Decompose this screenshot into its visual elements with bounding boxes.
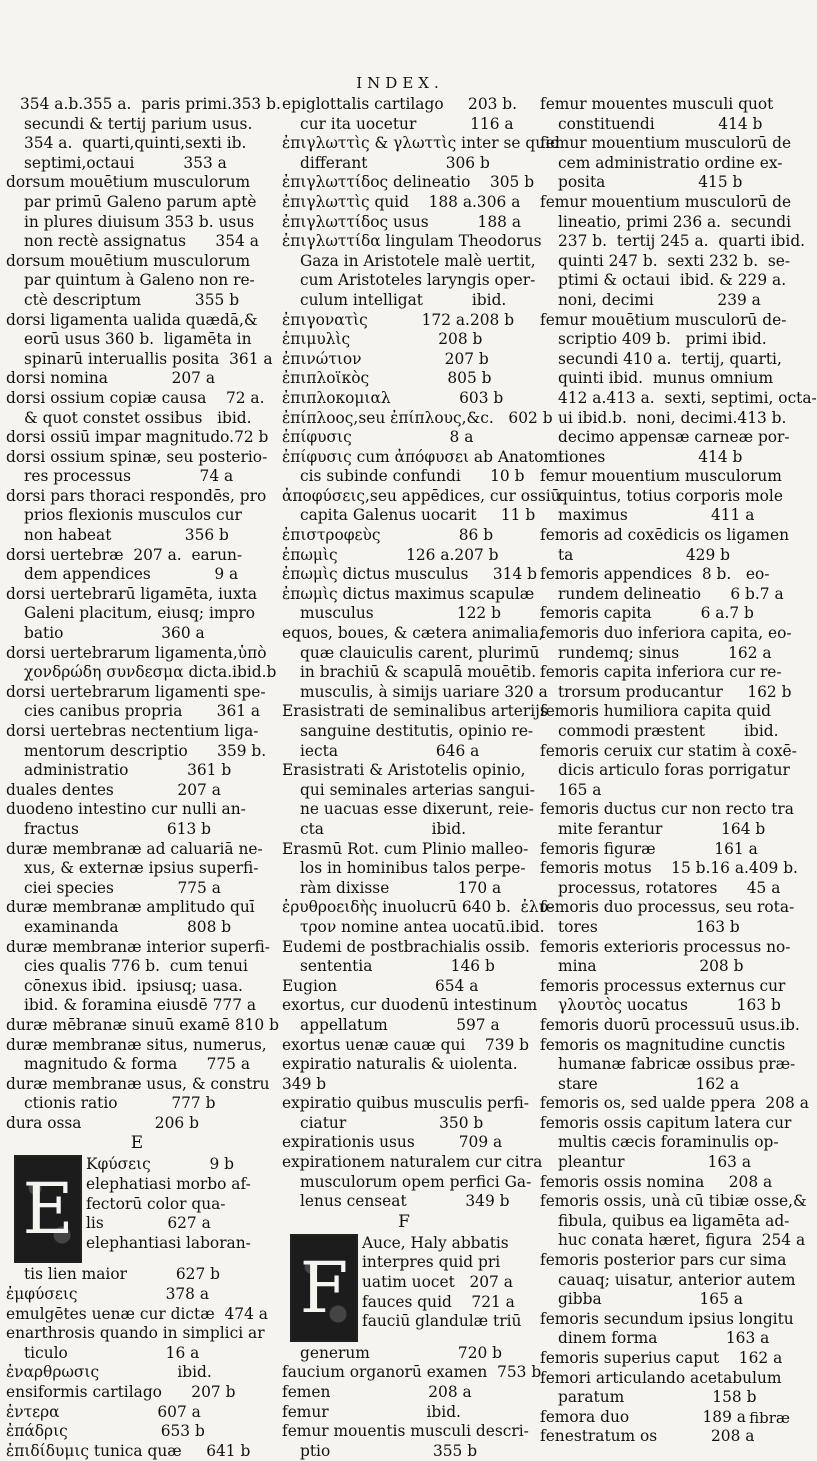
index-entry: dorsi uertebrarū ligamēta, iuxta [6, 584, 257, 603]
index-entry: ἐπιγλωττίδος usus 188 a [282, 212, 522, 231]
index-entry: quæ clauiculis carent, plurimū [300, 643, 540, 662]
index-entry: secundi 410 a. tertij, quarti, [558, 349, 782, 368]
index-entry: sententia 146 b [300, 957, 495, 976]
index-entry: rundem delineatio 6 b.7 a [558, 584, 784, 603]
index-entry: quintus, totius corporis mole [558, 486, 783, 505]
section-letter: E [130, 1133, 144, 1154]
index-entry: ἐπίφυσις cum ἀπόφυσει ab Anatomi [282, 447, 564, 466]
index-entry: commodi præstent ibid. [558, 722, 779, 740]
index-entry: femoris superius caput 162 a [540, 1349, 783, 1367]
index-entry: epiglottalis cartilago 203 b. [282, 95, 518, 113]
index-entry: ἐπίφυσις 8 a [282, 428, 474, 447]
index-entry: Κφύσεις 9 b [86, 1155, 235, 1174]
index-entry: cōnexus ibid. ipsiusq; uasa. [24, 976, 243, 995]
index-entry: secundi & tertij parium usus. [24, 114, 253, 133]
index-entry: uatim uocet 207 a [362, 1273, 513, 1292]
index-entry: femur mouentium musculorum [540, 467, 782, 486]
index-entry: enarthrosis quando in simplici ar [6, 1324, 265, 1343]
index-entry: dura ossa 206 b [6, 1113, 199, 1132]
index-entry: tiones 414 b [558, 447, 743, 466]
index-entry: expirationis usus 709 a [282, 1133, 503, 1152]
index-entry: multis cæcis foraminulis op- [558, 1133, 779, 1152]
index-entry: femora duo 189 a [540, 1407, 746, 1426]
index-entry: Eudemi de postbrachialis ossib. [282, 937, 530, 956]
index-entry: trorsum producantur 162 b [558, 682, 792, 701]
index-entry: 412 a.413 a. sexti, septimi, octa- [558, 388, 817, 407]
index-entry: dorsi uertebrarum ligamenta,ὑπὸ [6, 643, 267, 662]
index-entry: non rectè assignatus 354 a [24, 232, 259, 251]
index-entry: & quot constet ossibus ibid. [24, 408, 252, 427]
index-entry: culum intelligat ibid. [300, 290, 507, 309]
index-entry: generum 720 b [300, 1343, 503, 1362]
index-entry: ptio 355 b [300, 1441, 478, 1460]
index-entry: par primū Galeno parum aptè [24, 192, 257, 211]
index-entry: emulgētes uenæ cur dictæ 474 a [6, 1304, 268, 1323]
index-entry: paratum 158 b [558, 1388, 757, 1407]
index-entry: ἐπινώτιον 207 b [282, 349, 489, 368]
index-entry: noni, decimi 239 a [558, 290, 761, 309]
index-entry: pleantur 163 a [558, 1153, 752, 1172]
index-entry: femoris os magnitudine cunctis [540, 1035, 786, 1054]
index-entry: femoris figuræ 161 a [540, 839, 758, 858]
index-entry: expiratio quibus musculis perfi- [282, 1094, 529, 1113]
index-entry: cem administratio ordine ex- [558, 153, 783, 172]
index-entry: dorsum mouētium musculorum [6, 173, 251, 192]
index-column-3 [540, 95, 817, 1446]
index-entry: ἐπιμυλὶς 208 b [282, 330, 483, 349]
index-entry: dorsi uertebras nectentium liga- [6, 722, 259, 740]
initial-block [282, 1234, 526, 1342]
initial-block [6, 1155, 268, 1263]
index-entry: batio 360 a [24, 624, 205, 643]
index-entry: los in hominibus talos perpe- [300, 859, 526, 878]
index-entry: tis lien maior 627 b [24, 1265, 221, 1284]
index-entry: duræ membranæ interior superfi- [6, 937, 270, 956]
index-entry: femur mouentis musculi descri- [282, 1422, 529, 1441]
index-entry: femur mouētium musculorū de- [540, 310, 787, 329]
index-entry: fractus 613 b [24, 819, 212, 838]
index-entry: Gaza in Aristotele malè uertit, [300, 251, 536, 270]
index-entry: femoris duo inferiora capita, eo- [540, 624, 792, 643]
index-entry: dem appendices 9 a [24, 565, 239, 584]
index-entry: ἐπίπλοος,seu ἐπίπλους,&c. 602 b [282, 408, 553, 427]
index-entry: femoris capita inferiora cur re- [540, 663, 782, 682]
index-entry: femori articulando acetabulum [540, 1368, 782, 1387]
index-entry: femoris ossis nomina 208 a [540, 1172, 773, 1191]
index-entry: dorsi uertebræ 207 a. earun- [6, 545, 243, 564]
index-entry: dorsi ossiū impar magnitudo.72 b [6, 428, 269, 447]
index-entry: ἐμφύσεις 378 a [6, 1285, 210, 1304]
index-entry: elephantiasi laboran- [86, 1233, 251, 1252]
index-entry: duræ membranæ situs, numerus, [6, 1035, 267, 1054]
decorated-initial: F [290, 1234, 358, 1342]
index-entry: res processus 74 a [24, 467, 234, 486]
index-entry: 165 a [558, 780, 602, 799]
index-entry: femoris ad coxēdicis os ligamen [540, 526, 789, 545]
index-entry: duodeno intestino cur nulli an- [6, 800, 246, 819]
index-entry: interpres quid pri [362, 1253, 501, 1272]
index-entry: constituendi 414 b [558, 114, 763, 133]
index-entry: ἐπωμὶς 126 a.207 b [282, 545, 499, 564]
index-entry: dorsi pars thoraci respondēs, pro [6, 486, 267, 505]
index-entry: musculorum opem perfici Ga- [300, 1172, 532, 1191]
index-entry: femur mouentium musculorū de [540, 134, 792, 153]
index-entry: equos, boues, & cætera animalia, [282, 624, 544, 643]
index-entry: par quintum à Galeno non re- [24, 271, 255, 290]
index-entry: examinanda 808 b [24, 917, 232, 936]
index-entry: femoris duo processus, seu rota- [540, 898, 795, 917]
index-entry: femur mouentium musculorū de [540, 192, 792, 211]
index-entry: femoris motus 15 b.16 a.409 b. [540, 859, 798, 878]
index-entry: ἐπιστροφεὺς 86 b [282, 526, 494, 545]
index-entry: femur ibid. [282, 1402, 461, 1421]
index-entry: elephatiasi morbo af- [86, 1175, 251, 1194]
index-entry: gibba 165 a [558, 1290, 743, 1309]
index-entry: faucium organorū examen 753 b [282, 1363, 542, 1382]
index-entry: ἐπιγλωττὶς & γλωττὶς inter se quid [282, 134, 560, 153]
index-entry: τρον nomine antea uocatū.ibid. [300, 917, 545, 936]
index-entry: dorsi ligamenta ualida quædā,& [6, 310, 258, 329]
index-entry: ensiformis cartilago 207 b [6, 1383, 236, 1402]
index-entry: ἐπιδίδυμις tunica quæ 641 b [6, 1441, 251, 1460]
index-entry: femoris humiliora capita quid [540, 702, 771, 721]
index-entry: tores 163 b [558, 917, 740, 936]
index-entry: femoris ossis, unà cū tibiæ osse,& [540, 1192, 807, 1211]
index-entry: ticulo 16 a [24, 1343, 200, 1362]
index-entry: exortus uenæ cauæ qui 739 b [282, 1035, 530, 1054]
index-entry: ἐντερα 607 a [6, 1402, 201, 1421]
index-entry: ἐπιγλωττὶς quid 188 a.306 a [282, 192, 521, 211]
index-entry: lenus censeat 349 b [300, 1192, 510, 1211]
index-entry: Erasistrati & Aristotelis opinio, [282, 761, 526, 780]
index-entry: iecta 646 a [300, 741, 480, 760]
index-entry: fauces quid 721 a [362, 1292, 515, 1311]
index-entry: differant 306 b [300, 153, 490, 172]
index-entry: lis 627 a [86, 1214, 211, 1233]
index-entry: dinem forma 163 a [558, 1329, 770, 1348]
index-entry: femoris secundum ipsius longitu [540, 1309, 794, 1328]
index-entry: septimi,octaui 353 a [24, 153, 227, 172]
index-entry: ràm dixisse 170 a [300, 878, 502, 897]
index-entry: femoris os, sed ualde ppera 208 a [540, 1094, 809, 1113]
index-entry: magnitudo & forma 775 a [24, 1055, 251, 1074]
index-entry: ibid. & foramina eiusdē 777 a [24, 996, 257, 1015]
index-entry: ἐπωμὶς dictus musculus 314 b [282, 565, 538, 584]
index-entry: ne uacuas esse dixerunt, reie- [300, 800, 534, 819]
index-entry: mite ferantur 164 b [558, 819, 766, 838]
index-entry: decimo appensæ carneæ por- [558, 428, 790, 447]
index-entry: lineatio, primi 236 a. secundi [558, 212, 792, 231]
index-entry: fauciū glandulæ triū [362, 1312, 522, 1331]
index-entry: musculis, à simijs uariare 320 a [300, 682, 548, 701]
index-entry: ui ibid.b. noni, decimi.413 b. [558, 408, 787, 427]
index-entry: spinarū interuallis posita 361 a [24, 349, 273, 368]
index-entry: processus, rotatores 45 a [558, 878, 781, 897]
index-entry: non habeat 356 b [24, 526, 229, 545]
index-entry: expirationem naturalem cur citra [282, 1153, 543, 1172]
index-entry: ἐπιγονατὶς 172 a.208 b [282, 310, 515, 329]
index-entry: dorsum mouētium musculorum [6, 251, 251, 270]
catchword: fibræ [749, 1409, 790, 1427]
index-entry: ctè descriptum 355 b [24, 290, 240, 309]
index-entry: dorsi uertebrarum ligamenti spe- [6, 682, 266, 701]
index-entry: ἐπιγλωττίδος delineatio 305 b [282, 173, 535, 192]
index-entry: ἐπιπλοκομιαλ 603 b [282, 388, 504, 407]
index-entry: ctionis ratio 777 b [24, 1094, 216, 1113]
index-entry: exortus, cur duodenū intestinum [282, 996, 538, 1015]
index-entry: 354 a.b.355 a. paris primi.353 b. [20, 95, 281, 113]
index-entry: dorsi ossium spinæ, seu posterio- [6, 447, 268, 466]
index-entry: femoris processus externus cur [540, 976, 786, 995]
index-entry: 354 a. quarti,quinti,sexti ib. [24, 134, 247, 153]
index-entry: ἐπιγλωττίδα lingulam Theodorus [282, 232, 542, 251]
index-entry: ἐναρθρωσις ibid. [6, 1363, 212, 1382]
index-entry: femoris posterior pars cur sima [540, 1251, 787, 1270]
index-entry: cum Aristoteles laryngis oper- [300, 271, 536, 290]
index-entry: dicis articulo foras porrigatur [558, 761, 790, 780]
index-entry: femoris duorū processuū usus.ib. [540, 1015, 800, 1034]
index-entry: ta 429 b [558, 545, 731, 564]
index-entry: duræ membranæ amplitudo quī [6, 898, 255, 917]
index-entry: musculus 122 b [300, 604, 501, 623]
index-entry: ἐπιπλοϊκὸς 805 b [282, 369, 492, 388]
index-entry: femen 208 a [282, 1383, 472, 1402]
index-entry: femur mouentes musculi quot [540, 95, 774, 113]
index-entry: huc conata hæret, figura 254 a [558, 1231, 806, 1250]
index-entry: capita Galenus uocarit 11 b [300, 506, 536, 525]
index-entry: cur ita uocetur 116 a [300, 114, 514, 133]
index-entry: duræ mēbranæ sinuū examē 810 b [6, 1015, 279, 1034]
index-entry: ciei species 775 a [24, 878, 221, 897]
index-entry: femoris appendices 8 b. eo- [540, 565, 770, 584]
index-entry: Galeni placitum, eiusq; impro [24, 604, 255, 623]
index-entry: ἐπάδρις 653 b [6, 1422, 205, 1441]
index-entry: xus, & externæ ipsius superfi- [24, 859, 259, 878]
index-entry: duales dentes 207 a [6, 780, 221, 799]
index-entry: stare 162 a [558, 1074, 740, 1093]
index-entry: humanæ fabricæ ossibus præ- [558, 1055, 796, 1074]
index-entry: dorsi ossium copiæ causa 72 a. [6, 388, 265, 407]
index-entry: administratio 361 b [24, 761, 232, 780]
index-entry: ἀποφύσεις,seu appēdices, cur ossiū [282, 486, 561, 505]
index-entry: sanguine destitutis, opinio re- [300, 722, 534, 740]
index-entry: mentorum descriptio 359 b. [24, 741, 267, 760]
index-entry: qui seminales arterias sangui- [300, 780, 535, 799]
index-entry: femoris ductus cur non recto tra [540, 800, 794, 819]
index-entry: rundemq; sinus 162 a [558, 643, 772, 662]
index-entry: ἐπωμὶς dictus maximus scapulæ [282, 584, 535, 603]
index-entry: fenestratum os 208 a [540, 1427, 755, 1446]
index-entry: appellatum 597 a [300, 1015, 500, 1034]
index-entry: quinti ibid. munus omnium [558, 369, 774, 388]
index-entry: femoris ossis capitum latera cur [540, 1113, 792, 1132]
index-entry: Eugion 654 a [282, 976, 479, 995]
index-entry: eorū usus 360 b. ligamēta in [24, 330, 252, 349]
index-column-2 [282, 95, 564, 1460]
index-entry: duræ membranæ ad caluariā ne- [6, 839, 263, 858]
index-entry: cta ibid. [300, 819, 467, 838]
index-entry: χονδρώδη συνδεσμα dicta.ibid.b [24, 663, 277, 682]
page-header: INDEX. [356, 74, 444, 92]
index-entry: Erasmū Rot. cum Plinio malleo- [282, 839, 529, 858]
index-entry: ciatur 350 b [300, 1113, 484, 1132]
decorated-initial: E [14, 1155, 82, 1263]
index-entry: Erasistrati de seminalibus arterijs [282, 702, 548, 721]
index-entry: femoris ceruix cur statim à coxē- [540, 741, 797, 760]
index-entry: fibula, quibus ea ligamēta ad- [558, 1211, 790, 1230]
index-entry: Auce, Haly abbatis [362, 1233, 509, 1252]
index-entry: cies qualis 776 b. cum tenui [24, 957, 248, 976]
index-entry: in brachiū & scapulā mouētib. [300, 663, 537, 682]
index-entry: dorsi nomina 207 a [6, 369, 216, 388]
index-entry: 349 b [282, 1074, 327, 1093]
index-column-1 [6, 95, 281, 1460]
index-entry: γλουτὸς uocatus 163 b [558, 996, 781, 1015]
index-entry: fectorū color qua- [86, 1194, 226, 1213]
index-entry: cies canibus propria 361 a [24, 702, 261, 721]
index-entry: expiratio naturalis & uiolenta. [282, 1055, 518, 1074]
index-entry: femoris capita 6 a.7 b [540, 604, 754, 623]
index-entry: cis subinde confundi 10 b [300, 467, 525, 486]
index-entry: in plures diuisum 353 b. usus [24, 212, 255, 231]
index-entry: femoris exterioris processus no- [540, 937, 791, 956]
index-entry: ἐρυθροειδὴς inuolucrū 640 b. ἐλυ- [282, 898, 554, 917]
index-entry: 237 b. tertij 245 a. quarti ibid. [558, 232, 806, 251]
index-entry: maximus 411 a [558, 506, 755, 525]
index-entry: cauaq; uisatur, anterior autem [558, 1270, 796, 1289]
index-entry: ptimi & octaui ibid. & 229 a. [558, 271, 787, 290]
section-letter: F [398, 1211, 410, 1232]
index-entry: posita 415 b [558, 173, 743, 192]
index-entry: scriptio 409 b. primi ibid. [558, 330, 767, 349]
index-entry: mina 208 b [558, 957, 744, 976]
index-entry: quinti 247 b. sexti 232 b. se- [558, 251, 791, 270]
index-entry: prios flexionis musculos cur [24, 506, 242, 525]
index-entry: duræ membranæ usus, & constru [6, 1074, 270, 1093]
